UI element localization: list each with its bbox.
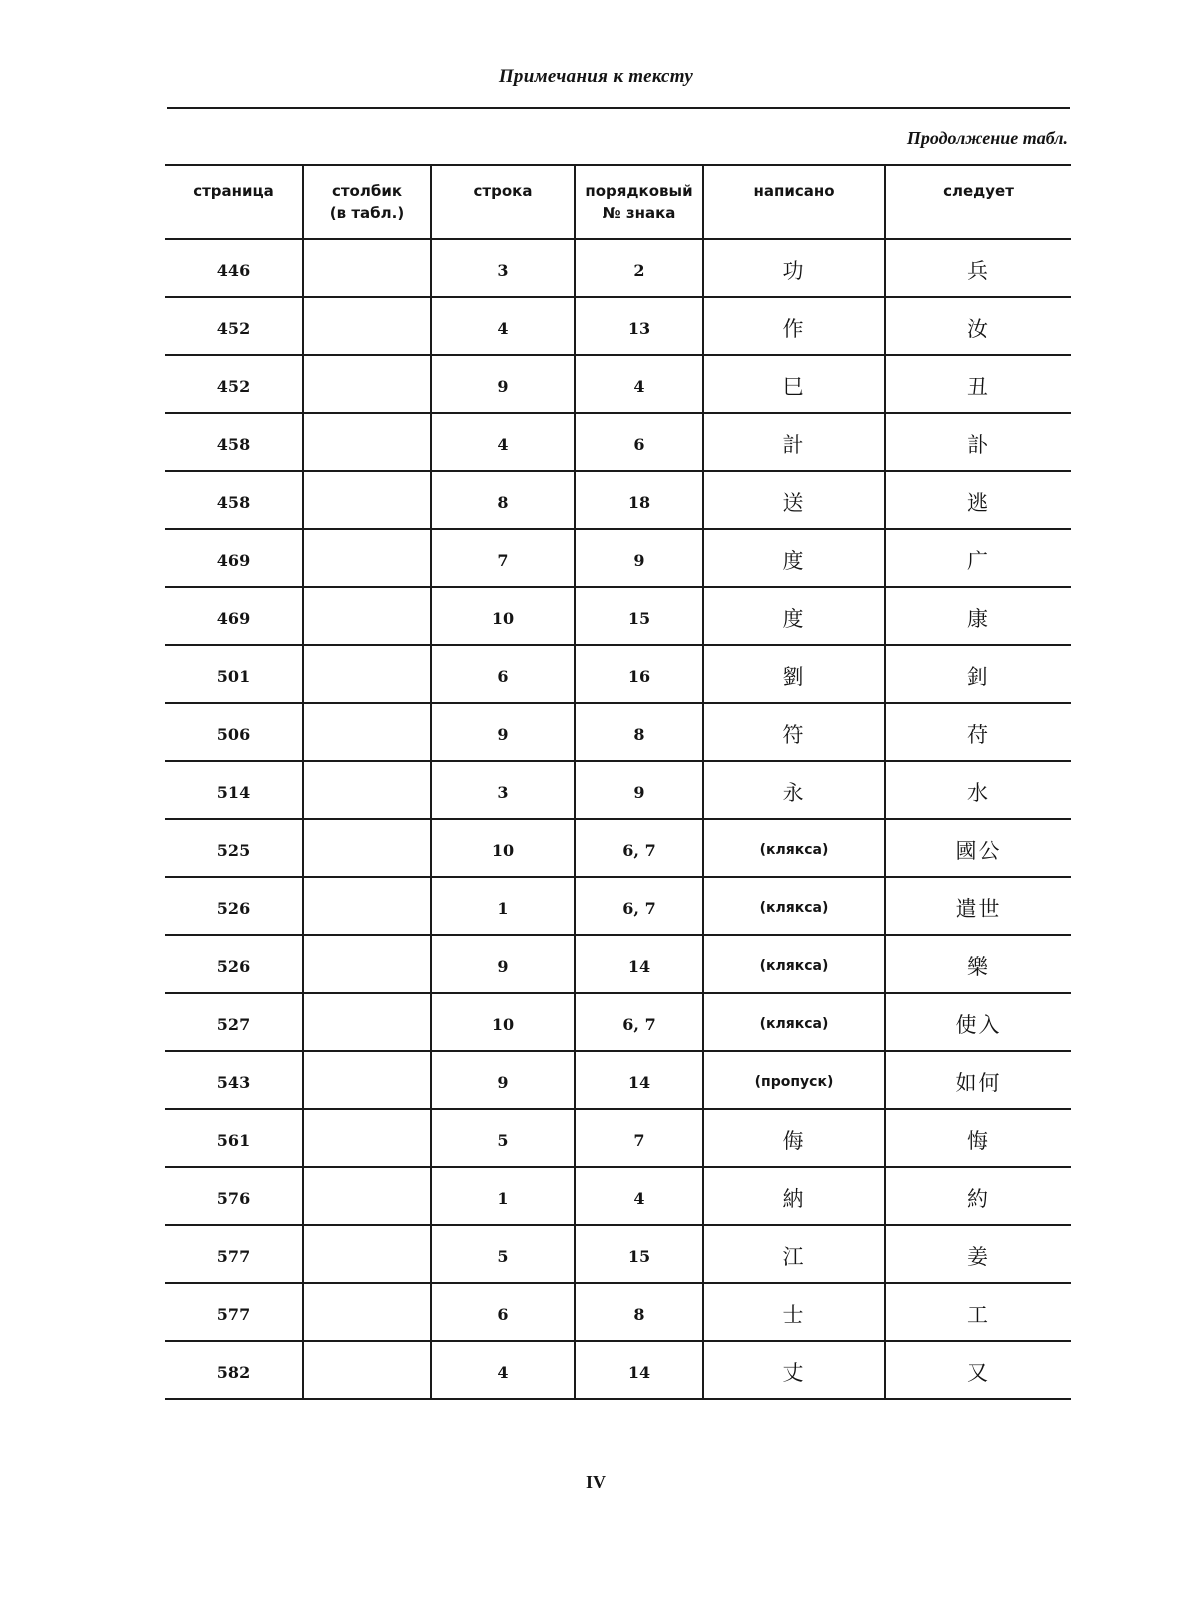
cell-page: 582 xyxy=(165,1341,303,1399)
cell-line: 9 xyxy=(431,935,575,993)
header-column-line: столбик xyxy=(331,182,403,200)
cell-should-be: 約 xyxy=(885,1167,1071,1225)
cell-written: 劉 xyxy=(703,645,885,703)
cell-column xyxy=(303,413,431,471)
cell-line: 9 xyxy=(431,703,575,761)
cell-should-be: 广 xyxy=(885,529,1071,587)
cell-line: 3 xyxy=(431,239,575,297)
table-row xyxy=(165,645,1071,703)
cell-line: 1 xyxy=(431,877,575,935)
errata-table-container xyxy=(165,164,1071,1400)
running-head: Примечания к тексту xyxy=(498,66,694,87)
header-rule xyxy=(167,107,1070,109)
cell-page: 576 xyxy=(165,1167,303,1225)
cell-column xyxy=(303,993,431,1051)
header-written xyxy=(703,165,885,239)
cell-column xyxy=(303,1109,431,1167)
cell-page: 543 xyxy=(165,1051,303,1109)
cell-sign-number: 16 xyxy=(575,645,703,703)
cell-page: 458 xyxy=(165,413,303,471)
cell-column xyxy=(303,587,431,645)
cell-sign-number: 14 xyxy=(575,935,703,993)
page-number: IV xyxy=(585,1472,606,1492)
cell-sign-number: 9 xyxy=(575,529,703,587)
cell-written: 功 xyxy=(703,239,885,297)
cell-should-be: 水 xyxy=(885,761,1071,819)
cell-sign-number: 2 xyxy=(575,239,703,297)
cell-page: 561 xyxy=(165,1109,303,1167)
table-row xyxy=(165,1283,1071,1341)
cell-should-be: 訃 xyxy=(885,413,1071,471)
errata-table xyxy=(165,164,1071,1400)
cell-should-be: 遣世 xyxy=(885,877,1071,935)
cell-line: 3 xyxy=(431,761,575,819)
cell-written: 侮 xyxy=(703,1109,885,1167)
table-row xyxy=(165,471,1071,529)
cell-column xyxy=(303,1283,431,1341)
header-sign-number xyxy=(575,165,703,239)
cell-page: 506 xyxy=(165,703,303,761)
cell-should-be: 苻 xyxy=(885,703,1071,761)
cell-written: 度 xyxy=(703,529,885,587)
cell-sign-number: 18 xyxy=(575,471,703,529)
cell-column xyxy=(303,1225,431,1283)
cell-written: 永 xyxy=(703,761,885,819)
table-row xyxy=(165,529,1071,587)
cell-written: 度 xyxy=(703,587,885,645)
table-row xyxy=(165,993,1071,1051)
table-header-row xyxy=(165,165,1071,239)
header-column xyxy=(303,165,431,239)
cell-sign-number: 6, 7 xyxy=(575,877,703,935)
cell-written: (клякса) xyxy=(703,993,885,1051)
cell-column xyxy=(303,471,431,529)
cell-line: 10 xyxy=(431,993,575,1051)
cell-line: 7 xyxy=(431,529,575,587)
cell-sign-number: 8 xyxy=(575,703,703,761)
header-sign-number-line: порядковый xyxy=(585,182,693,200)
cell-column xyxy=(303,877,431,935)
header-column-line: (в табл.) xyxy=(329,204,405,222)
header-line xyxy=(431,165,575,239)
cell-written: (пропуск) xyxy=(703,1051,885,1109)
cell-sign-number: 4 xyxy=(575,355,703,413)
cell-page: 527 xyxy=(165,993,303,1051)
cell-column xyxy=(303,239,431,297)
cell-should-be: 兵 xyxy=(885,239,1071,297)
cell-column xyxy=(303,819,431,877)
table-row xyxy=(165,1167,1071,1225)
header-written-line: написано xyxy=(753,182,835,200)
header-should-be-line: следует xyxy=(943,182,1014,200)
header-sign-number-line: № знака xyxy=(602,204,676,222)
cell-written: 計 xyxy=(703,413,885,471)
cell-column xyxy=(303,297,431,355)
cell-should-be: 康 xyxy=(885,587,1071,645)
cell-page: 469 xyxy=(165,529,303,587)
table-body xyxy=(165,239,1071,1399)
cell-page: 577 xyxy=(165,1225,303,1283)
cell-page: 526 xyxy=(165,877,303,935)
cell-column xyxy=(303,761,431,819)
table-row xyxy=(165,297,1071,355)
table-row xyxy=(165,587,1071,645)
cell-column xyxy=(303,355,431,413)
table-row xyxy=(165,1109,1071,1167)
cell-line: 6 xyxy=(431,1283,575,1341)
cell-page: 469 xyxy=(165,587,303,645)
cell-written: 江 xyxy=(703,1225,885,1283)
header-line-line: строка xyxy=(473,182,533,200)
cell-should-be: 又 xyxy=(885,1341,1071,1399)
cell-line: 5 xyxy=(431,1109,575,1167)
cell-line: 6 xyxy=(431,645,575,703)
cell-column xyxy=(303,645,431,703)
cell-sign-number: 8 xyxy=(575,1283,703,1341)
cell-page: 458 xyxy=(165,471,303,529)
cell-should-be: 釗 xyxy=(885,645,1071,703)
cell-line: 9 xyxy=(431,355,575,413)
cell-written: (клякса) xyxy=(703,935,885,993)
table-row xyxy=(165,703,1071,761)
cell-sign-number: 6, 7 xyxy=(575,819,703,877)
cell-column xyxy=(303,935,431,993)
header-page xyxy=(165,165,303,239)
table-row xyxy=(165,1341,1071,1399)
cell-sign-number: 9 xyxy=(575,761,703,819)
cell-column xyxy=(303,1341,431,1399)
table-row xyxy=(165,355,1071,413)
table-row xyxy=(165,413,1071,471)
cell-should-be: 逃 xyxy=(885,471,1071,529)
cell-should-be: 樂 xyxy=(885,935,1071,993)
cell-column xyxy=(303,703,431,761)
cell-column xyxy=(303,529,431,587)
cell-column xyxy=(303,1051,431,1109)
cell-sign-number: 15 xyxy=(575,587,703,645)
cell-sign-number: 6, 7 xyxy=(575,993,703,1051)
cell-line: 10 xyxy=(431,587,575,645)
cell-should-be: 汝 xyxy=(885,297,1071,355)
table-row xyxy=(165,1225,1071,1283)
table-row xyxy=(165,761,1071,819)
cell-written: (клякса) xyxy=(703,819,885,877)
cell-page: 452 xyxy=(165,297,303,355)
cell-page: 501 xyxy=(165,645,303,703)
cell-page: 526 xyxy=(165,935,303,993)
cell-should-be: 悔 xyxy=(885,1109,1071,1167)
cell-page: 446 xyxy=(165,239,303,297)
cell-sign-number: 15 xyxy=(575,1225,703,1283)
cell-should-be: 丑 xyxy=(885,355,1071,413)
cell-sign-number: 14 xyxy=(575,1051,703,1109)
cell-written: (клякса) xyxy=(703,877,885,935)
cell-column xyxy=(303,1167,431,1225)
cell-line: 1 xyxy=(431,1167,575,1225)
table-row xyxy=(165,935,1071,993)
cell-sign-number: 14 xyxy=(575,1341,703,1399)
table-row xyxy=(165,819,1071,877)
cell-page: 452 xyxy=(165,355,303,413)
cell-line: 8 xyxy=(431,471,575,529)
cell-written: 巳 xyxy=(703,355,885,413)
cell-should-be: 國公 xyxy=(885,819,1071,877)
cell-line: 10 xyxy=(431,819,575,877)
cell-sign-number: 7 xyxy=(575,1109,703,1167)
cell-written: 納 xyxy=(703,1167,885,1225)
table-row xyxy=(165,877,1071,935)
cell-line: 4 xyxy=(431,297,575,355)
cell-sign-number: 13 xyxy=(575,297,703,355)
cell-sign-number: 6 xyxy=(575,413,703,471)
cell-should-be: 姜 xyxy=(885,1225,1071,1283)
cell-should-be: 工 xyxy=(885,1283,1071,1341)
header-should-be xyxy=(885,165,1071,239)
header-page-line: страница xyxy=(193,182,274,200)
cell-written: 作 xyxy=(703,297,885,355)
cell-written: 丈 xyxy=(703,1341,885,1399)
cell-line: 5 xyxy=(431,1225,575,1283)
table-row xyxy=(165,239,1071,297)
cell-page: 525 xyxy=(165,819,303,877)
continuation-label: Продолжение табл. xyxy=(906,128,1068,148)
cell-line: 9 xyxy=(431,1051,575,1109)
cell-page: 514 xyxy=(165,761,303,819)
table-row xyxy=(165,1051,1071,1109)
cell-line: 4 xyxy=(431,413,575,471)
cell-written: 符 xyxy=(703,703,885,761)
cell-page: 577 xyxy=(165,1283,303,1341)
cell-should-be: 如何 xyxy=(885,1051,1071,1109)
cell-written: 送 xyxy=(703,471,885,529)
cell-sign-number: 4 xyxy=(575,1167,703,1225)
cell-written: 士 xyxy=(703,1283,885,1341)
cell-line: 4 xyxy=(431,1341,575,1399)
cell-should-be: 使入 xyxy=(885,993,1071,1051)
